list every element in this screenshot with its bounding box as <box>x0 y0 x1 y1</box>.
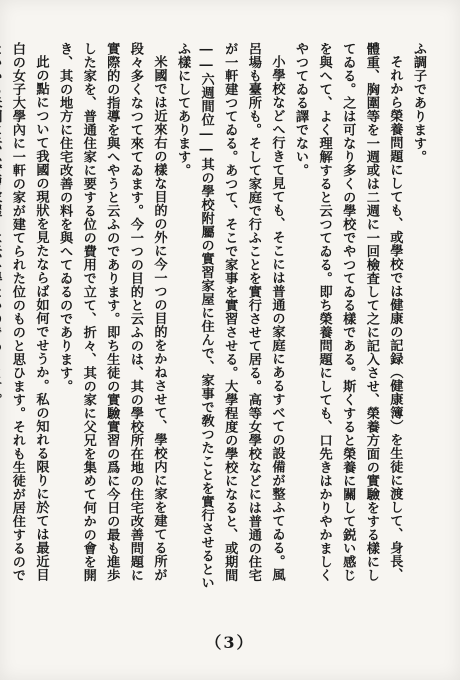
page-number: （3） <box>205 633 255 652</box>
paragraph: それから榮養問題にしても、或學校では健康の記録（健康簿）を生徒に渡して、身長、體重、胸圍等を一週或は二週に一回檢査して之に記入させ、榮養方面の實驗をする樣にしてゐる。之は可なり多くの學校でやつてゐる樣である。斯くすると榮養に關して鋭い感じを與へて、よく理解すると云つてゐる。即ち榮養問題にしても、口先きはかりやかましくやつてゐる譯でない。 <box>293 42 403 582</box>
paragraph: ふ調子であります。 <box>411 42 426 164</box>
paragraph: 米國では近來右の樣な目的の外に今一つの目的をかねさせて、學校内に家を建てる所が段々多くなつて來てゐます。今一つの目的と云ふのは、其の學校所在地の住宅改善問題に實際的の指導を與へやうと云ふのであります。即ち生徒の實驗實習の爲に今日の最も進歩した家を、普通住家に要する位の費用で立て、折々、其の家に父兄を集めて何かの會を開き、其の地方に住宅改善の料を與へてゐるのであります。 <box>57 42 167 582</box>
body-text <box>9 42 430 590</box>
paragraph: 此の點について我國の現狀を見たならば如何でせうか。私の知れる限りに於ては最近目白の女子大學內に一軒の家が建てられた位のものと思ひます。それも生徒が居住するので <box>9 42 49 582</box>
paragraph: 小學校などへ行きて見ても、そこには普通の家庭にあるすべての設備が整ふてゐる。風呂場も臺所も。そして家庭で行ふことを實行させて居る。高等女學校などには普通の住宅が一軒建つてゐる。あつて、そこで家事を實習させる。大學程度の學校になると、或期間――六週間位――其の學校附屬の實習家屋に住んで、家事で敎つたことを實行させるといふ樣にしてあります。 <box>175 42 285 590</box>
